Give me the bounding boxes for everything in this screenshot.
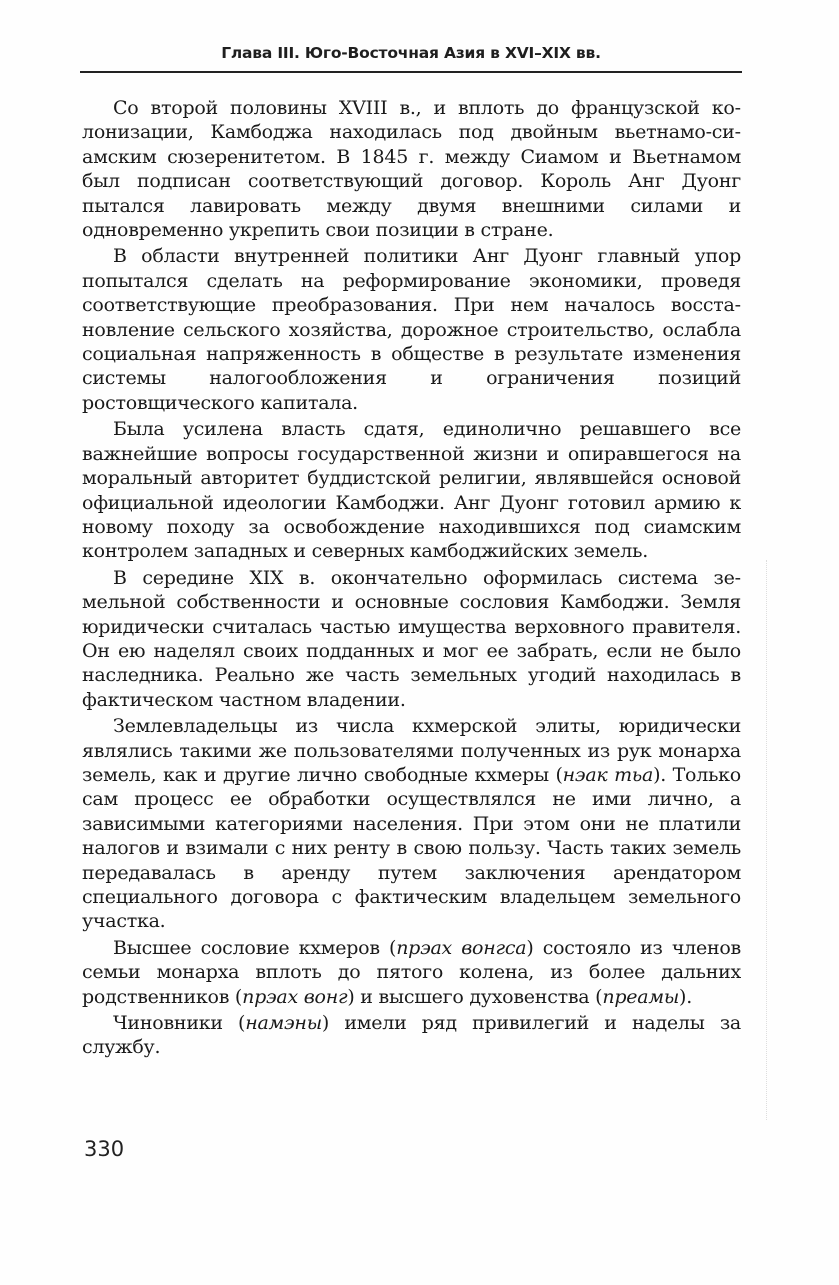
text-run: Была усилена власть сдатя, единолично решавшего все важнейшие вопросы государственной жизни и опиравшегося на моральный авторитет буддистской религии, являвшейся основой официальной идеологии Камбоджи. Анг Дуонг готовил армию к новому походу за освобождение находившихся под сиамским контролем западных и северных камбоджийских земель.	[82, 418, 741, 563]
scan-edge-artifact	[756, 560, 767, 1120]
italic-term: прэах вонг	[242, 985, 348, 1008]
page-number: 330	[84, 1137, 125, 1161]
paragraph	[82, 96, 741, 242]
header-rule	[80, 71, 742, 73]
text-run: Высшее сословие кхмеров (	[113, 936, 397, 959]
paragraph	[82, 714, 741, 934]
running-title: Глава III. Юго-Восточная Азия в XVI–XIX вв.	[221, 44, 601, 62]
paragraph	[82, 244, 741, 415]
paragraph	[82, 936, 741, 1009]
italic-term: прэах вонгса	[396, 936, 527, 959]
text-run: ). Только сам процесс ее обработки осуществлялся не ими лично, а зависимыми категориями населения. При этом они не платили налогов и взимали с них ренту в свою пользу. Часть таких земель передавалась в аренду путем заключения арендатором специального договора с фактическим владельцем земельного участка.	[82, 763, 741, 933]
text-run: ) состояло из членов семьи монарха вплоть до пятого колена, из более дальних родственников (	[82, 936, 741, 1008]
text-run: Со второй половины XVIII в., и вплоть до французской колонизации, Камбоджа находилась под двойным вьетнамо-сиамским сюзеренитетом. В 1845 г. между Сиамом и Вьетнамом был подписан соответствующий договор. Король Анг Дуонг пытался лавировать между двумя внешними силами и одновременно укрепить свои позиции в стране.	[82, 97, 741, 242]
text-run: Землевладельцы из числа кхмерской элиты, юридически являлись такими же пользователями полученных из рук монарха земель, как и другие лично свободные кхмеры (	[82, 715, 741, 786]
paragraph	[82, 1011, 741, 1060]
text-run: В середине XIX в. окончательно оформилась система земельной собственности и основные сословия Камбоджи. Земля юридически считалась частью имущества верховного правителя. Он ею наделял своих подданных и мог ее забрать, если не было наследника. Реально же часть земельных угодий находилась в фактическом частном владении.	[82, 566, 741, 711]
text-run: Чиновники (	[113, 1012, 246, 1035]
text-run: ).	[679, 985, 692, 1008]
text-run: В области внутренней политики Анг Дуонг главный упор попытался сделать на реформирование экономики, проведя соответствующие преобразования. При нем началось восстановление сельского хозяйства, дорожное строительство, ослабла социальная напряженность в обществе в результате изменения системы налогообложения и ограничения позиций ростовщического капитала.	[82, 245, 741, 414]
text-run: ) и высшего духовенства (	[347, 985, 603, 1008]
text-run: ) имели ряд привилегий и наделы за службу.	[82, 1012, 742, 1059]
body-text	[82, 96, 741, 1062]
paragraph	[82, 417, 741, 563]
italic-term: намэны	[245, 1012, 322, 1035]
italic-term: нэак тьа	[562, 763, 654, 786]
italic-term: преамы	[602, 985, 680, 1008]
paragraph	[82, 566, 741, 712]
